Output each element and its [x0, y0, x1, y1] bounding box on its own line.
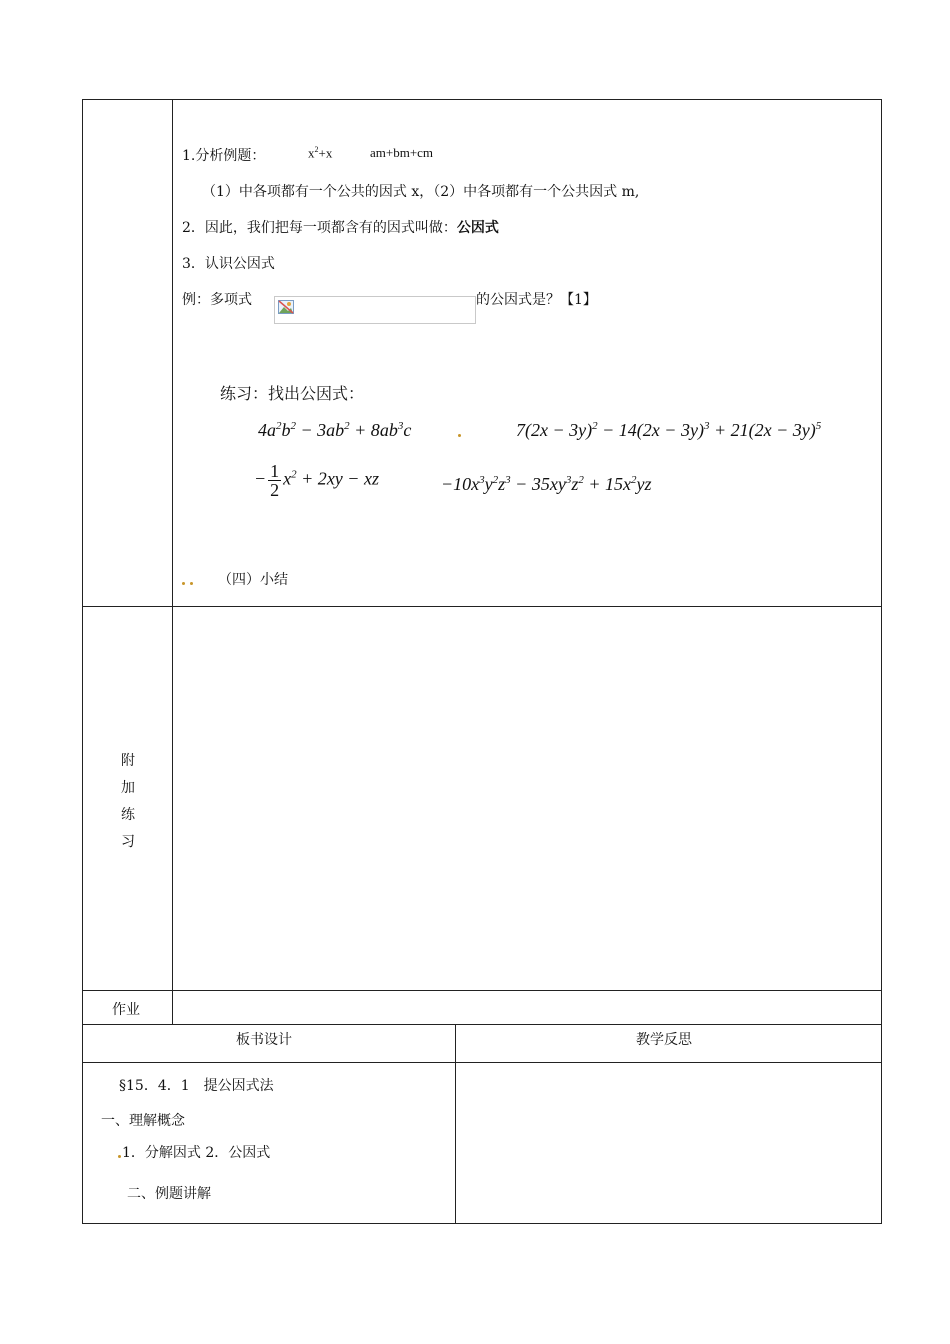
definition-term: 公因式 — [456, 220, 499, 236]
reflection-header: 教学反思 — [636, 1032, 692, 1048]
extra-practice-char: 加 — [121, 780, 135, 796]
analysis-label: 1.分析例题： — [182, 148, 266, 164]
example-expr-2: am+bm+cm — [370, 145, 434, 160]
table-border-top — [82, 99, 882, 100]
polynomial-image — [274, 296, 476, 324]
col-divider-middle — [455, 1024, 456, 1224]
decor-dot — [458, 434, 461, 437]
practice-title: 练习：找出公因式： — [220, 384, 365, 403]
board-item-examples: 二、例题讲解 — [127, 1186, 211, 1202]
board-design-header: 板书设计 — [236, 1032, 292, 1048]
broken-image-icon — [278, 300, 294, 314]
common-factor-explanation: （1）中各项都有一个公共的因式 x，（2）中各项都有一个公共因式 m, — [202, 184, 640, 200]
practice-expr-2: $7(2x - 3y)^2 - 14(2x - 3y)^3 + 21(2x - 3y)^5$ — [516, 420, 822, 440]
definition-prefix: 2．因此，我们把每一项都含有的因式叫做： — [182, 220, 457, 236]
decor-dot — [118, 1155, 121, 1158]
table-border-bottom — [82, 1223, 882, 1224]
extra-practice-char: 练 — [121, 807, 135, 823]
homework-label: 作业 — [112, 1002, 140, 1018]
example-suffix: 的公因式是？【1】 — [476, 292, 597, 308]
row-divider-3 — [82, 1024, 882, 1025]
decor-dot — [190, 582, 193, 585]
board-title: §15．4．1 提公因式法 — [119, 1078, 274, 1094]
extra-practice-label — [118, 748, 138, 856]
recognize-common-factor: 3．认识公因式 — [182, 256, 275, 272]
example-prefix: 例：多项式 — [182, 292, 252, 308]
practice-expr-4: $-10x^3y^2z^3 - 35xy^3z^2 + 15x^2yz$ — [441, 474, 652, 494]
practice-expr-1: $4a^2b^2 - 3ab^2 + 8ab^3c$ — [258, 420, 412, 440]
decor-dot — [182, 582, 185, 585]
row-divider-2 — [82, 990, 882, 991]
fraction-one-half: $\frac{1}{2}$ — [270, 461, 280, 500]
definition-line — [182, 217, 499, 237]
extra-practice-char: 附 — [121, 753, 135, 769]
board-item-subpoints: 1．分解因式 2．公因式 — [122, 1145, 271, 1161]
table-border-left — [82, 99, 83, 1224]
board-item-concepts: 一、理解概念 — [101, 1113, 185, 1129]
row-divider-1 — [82, 606, 882, 607]
col-divider-left — [172, 99, 173, 1025]
table-border-right — [881, 99, 882, 1224]
extra-practice-char: 习 — [121, 834, 135, 850]
summary-heading: （四）小结 — [218, 572, 288, 588]
practice-expr-3: − $\frac{1}{2}$ $x^2 + 2xy$ − xz — [254, 461, 379, 500]
example-expr-1: $x^2+x$ — [308, 145, 333, 161]
row-divider-4 — [82, 1062, 882, 1063]
